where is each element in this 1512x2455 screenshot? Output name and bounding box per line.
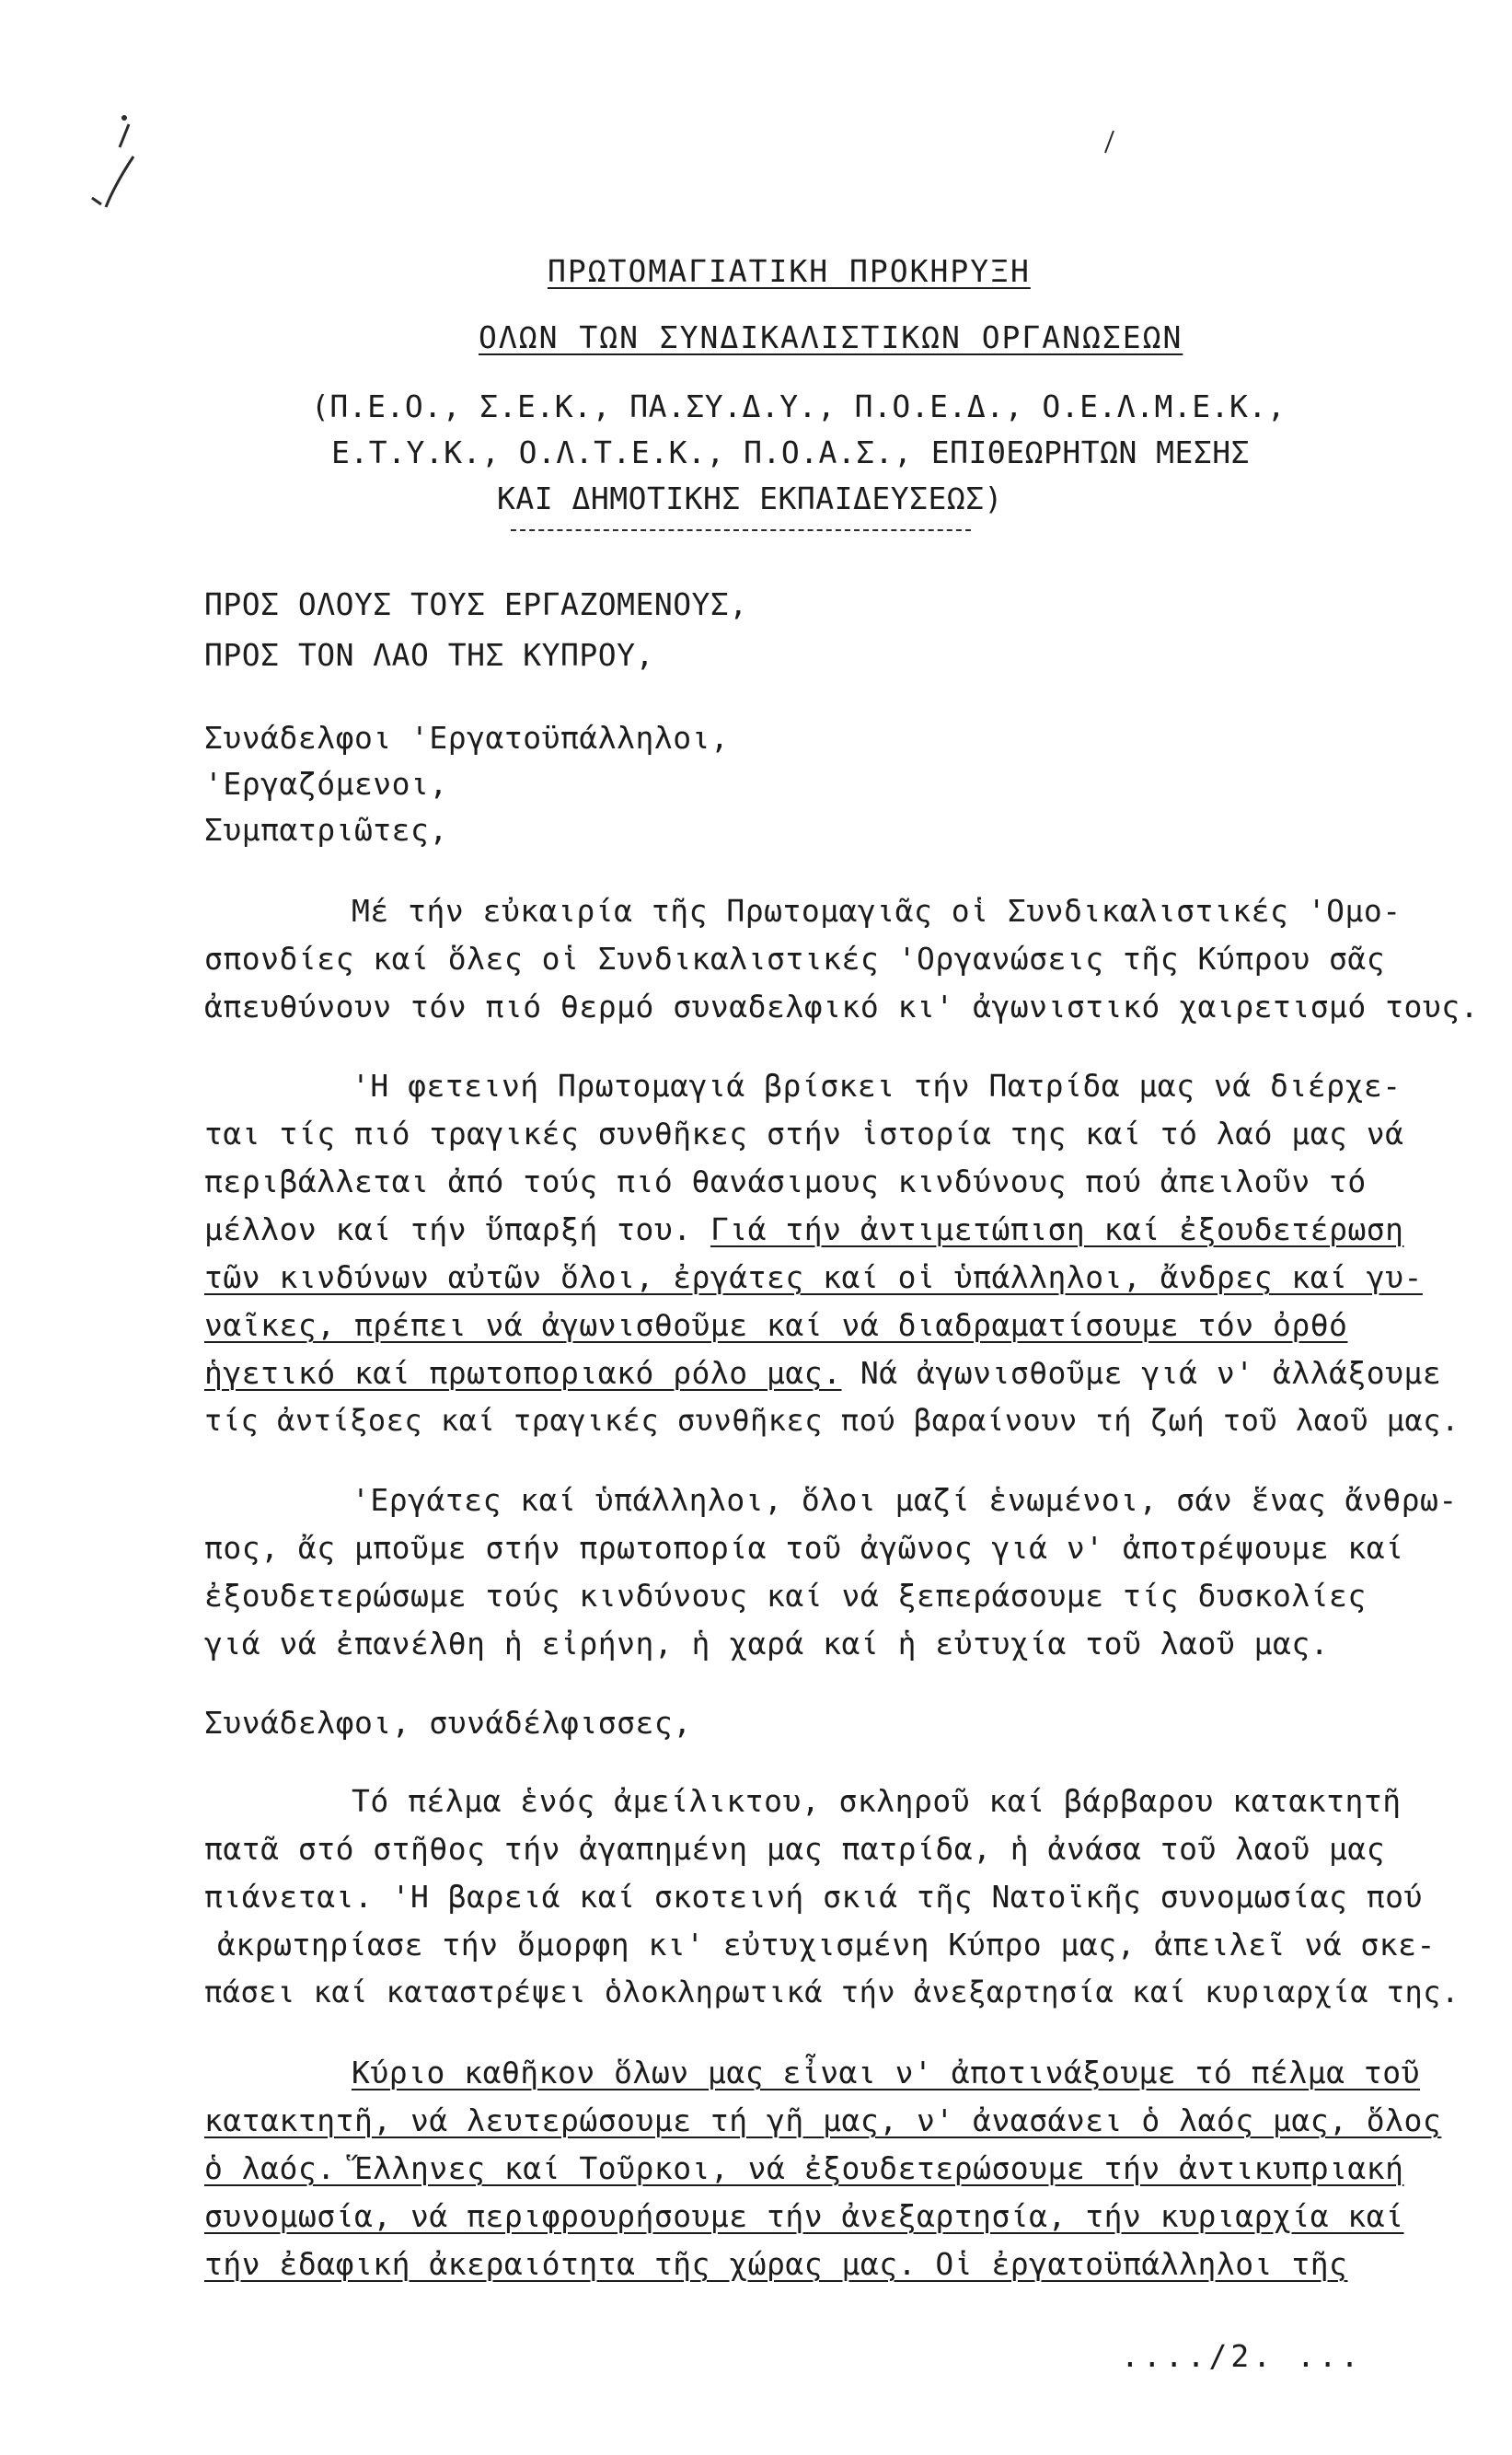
paragraph-3-line: πος, ἄς μποῦμε στήν πρωτοπορία τοῦ ἀγῶνος γιά ν' ἀποτρέψουμε καί	[204, 1530, 1404, 1566]
page-subtitle: ΟΛΩΝ ΤΩΝ ΣΥΝΔΙΚΑΛΙΣΤΙΚΩΝ ΟΡΓΑΝΩΣΕΩΝ	[479, 319, 1183, 355]
organizations-line-1: (Π.Ε.Ο., Σ.Ε.Κ., ΠΑ.ΣΥ.Δ.Υ., Π.Ο.Ε.Δ., Ο.Ε.Λ.Μ.Ε.Κ.,	[311, 388, 1287, 424]
paragraph-1-line: ἀπευθύνουν τόν πιό θερμό συναδελφικό κι' ἀγωνιστικό χαιρετισμό τους.	[204, 989, 1480, 1025]
paragraph-4-line: Τό πέλμα ἑνός ἀμείλικτου, σκληροῦ καί βάρβαρου κατακτητῆ	[352, 1783, 1402, 1819]
paragraph-1-line: σπονδίες καί ὅλες οἱ Συνδικαλιστικές 'Οργανώσεις τῆς Κύπρου σᾶς	[204, 941, 1386, 977]
salutation-line-3: Συμπατριῶτες,	[204, 812, 448, 848]
paragraph-2-line: ται τίς πιό τραγικές συνθῆκες στήν ἱστορία της καί τό λαό μας νά	[204, 1116, 1404, 1152]
page-title: ΠΡΩΤΟΜΑΓΙΑΤΙΚΗ ΠΡΟΚΗΡΥΞΗ	[548, 253, 1031, 289]
paragraph-5-line: ὁ λαός. Ἕλληνες καί Τοῦρκοι, νά ἐξουδετερώσουμε τήν ἀντικυπριακή	[204, 2150, 1404, 2186]
paragraph-5-line: συνομωσία, νά περιφρουρήσουμε τήν ἀνεξαρτησία, τήν κυριαρχία καί	[204, 2198, 1404, 2234]
paragraph-4-line: πάσει καί καταστρέψει ὁλοκληρωτικά τήν ἀνεξαρτησία καί κυριαρχία της.	[204, 1974, 1460, 2009]
pen-mark-top-left	[78, 110, 143, 212]
paragraph-2-line: τίς ἀντίξοες καί τραγικές συνθῆκες πού βαραίνουν τή ζωή τοῦ λαοῦ μας.	[204, 1403, 1460, 1438]
paragraph-3-line: ἐξουδετερώσωμε τούς κινδύνους καί νά ξεπεράσουμε τίς δυσκολίες	[204, 1578, 1367, 1614]
address-line-1: ΠΡΟΣ ΟΛΟΥΣ ΤΟΥΣ ΕΡΓΑΖΟΜΕΝΟΥΣ,	[204, 586, 748, 622]
paragraph-5-line: τήν ἐδαφική ἀκεραιότητα τῆς χώρας μας. Οἱ ἐργατοϋπάλληλοι τῆς	[204, 2246, 1348, 2282]
paragraph-3-line: γιά νά ἐπανέλθη ἡ εἰρήνη, ἡ χαρά καί ἡ εὐτυχία τοῦ λαοῦ μας.	[204, 1626, 1330, 1662]
paragraph-4-line: πιάνεται. 'Η βαρειά καί σκοτεινή σκιά τῆς Νατοϊκῆς συνομωσίας πού	[204, 1879, 1423, 1915]
paragraph-1-line: Μέ τήν εὐκαιρία τῆς Πρωτομαγιᾶς οἱ Συνδικαλιστικές 'Ομο-	[352, 893, 1402, 929]
organizations-line-2: Ε.Τ.Υ.Κ., Ο.Λ.Τ.Ε.Κ., Π.Ο.Α.Σ., ΕΠΙΘΕΩΡΗΤΩΝ ΜΕΣΗΣ	[331, 434, 1251, 470]
paragraph-5-line: κατακτητῆ, νά λευτερώσουμε τή γῆ μας, ν' ἀνασάνει ὁ λαός μας, ὅλος	[204, 2102, 1442, 2138]
paragraph-2-line: ἡγετικό καί πρωτοποριακό ρόλο μας. Νά ἀγωνισθοῦμε γιά ν' ἀλλάξουμε	[204, 1355, 1442, 1391]
paragraph-4-line: ἀκρωτηρίασε τήν ὄμορφη κι' εὐτυχισμένη Κύπρο μας, ἀπειλεῖ νά σκε-	[217, 1927, 1436, 1963]
paragraph-3-line: 'Εργάτες καί ὑπάλληλοι, ὅλοι μαζί ἑνωμένοι, σάν ἕνας ἄνθρω-	[352, 1482, 1458, 1518]
salutation-line-2: 'Εργαζόμενοι,	[204, 766, 448, 802]
paragraph-5-line: Κύριο καθῆκον ὅλων μας εἶναι ν' ἀποτινάξουμε τό πέλμα τοῦ	[352, 2055, 1420, 2090]
paragraph-2-line: ναῖκες, πρέπει νά ἀγωνισθοῦμε καί νά διαδραματίσουμε τόν ὀρθό	[204, 1307, 1348, 1343]
paragraph-2-line: 'Η φετεινή Πρωτομαγιά βρίσκει τήν Πατρίδα μας νά διέρχε-	[352, 1068, 1402, 1104]
header-divider	[511, 529, 971, 531]
address-line-2: ΠΡΟΣ ΤΟΝ ΛΑΟ ΤΗΣ ΚΥΠΡΟΥ,	[204, 637, 654, 673]
page-number: ..../2. ...	[1121, 2338, 1363, 2374]
paragraph-2-line: μέλλον καί τήν ὕπαρξή του. Γιά τήν ἀντιμετώπιση καί ἐξουδετέρωση	[204, 1211, 1404, 1247]
organizations-line-3: ΚΑΙ ΔΗΜΟΤΙΚΗΣ ΕΚΠΑΙΔΕΥΣΕΩΣ)	[497, 481, 1003, 516]
pen-mark-top-right	[1100, 129, 1118, 156]
salutation-2: Συνάδελφοι, συνάδέλφισσες,	[204, 1705, 692, 1741]
paragraph-2-line: τῶν κινδύνων αὐτῶν ὅλοι, ἐργάτες καί οἱ ὑπάλληλοι, ἄνδρες καί γυ-	[204, 1259, 1423, 1295]
paragraph-2-line: περιβάλλεται ἀπό τούς πιό θανάσιμους κινδύνους πού ἀπειλοῦν τό	[204, 1164, 1367, 1199]
paragraph-4-line: πατᾶ στό στῆθος τήν ἀγαπημένη μας πατρίδα, ἡ ἀνάσα τοῦ λαοῦ μας	[204, 1831, 1386, 1867]
salutation-line-1: Συνάδελφοι 'Εργατοϋπάλληλοι,	[204, 720, 730, 756]
